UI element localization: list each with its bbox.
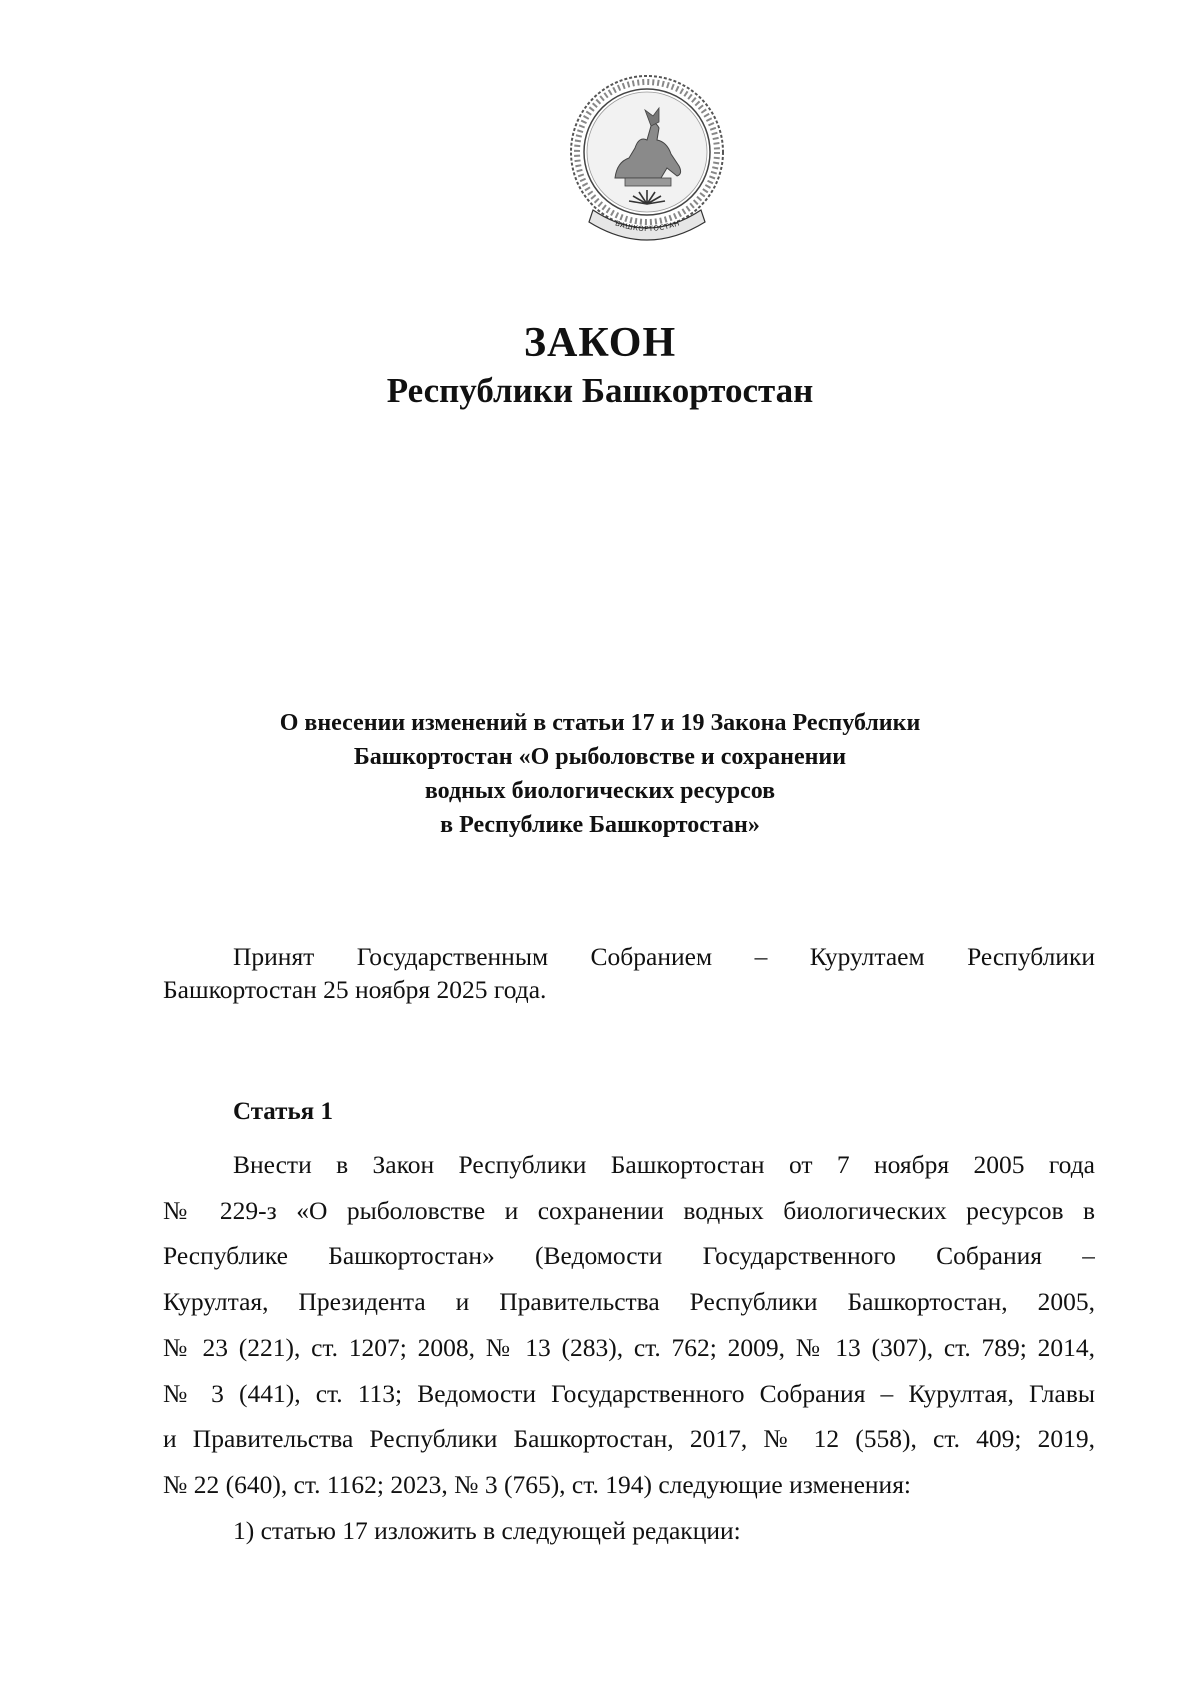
article-heading: Статья 1 bbox=[233, 1098, 333, 1125]
article-item-1: 1) статью 17 изложить в следующей редакции: bbox=[233, 1515, 741, 1545]
article-line-last: № 22 (640), ст. 1162; 2023, № 3 (765), ст. 194) следующие изменения: bbox=[163, 1469, 912, 1499]
adoption-statement bbox=[163, 940, 1095, 1006]
article-line: Республике Башкортостан» (Ведомости Государственного Собрания – bbox=[163, 1241, 1095, 1271]
adoption-line-1 bbox=[163, 940, 1095, 973]
emblem-ribbon-text: БАШКОРТОСТАН bbox=[614, 219, 681, 234]
law-name-line: О внесении изменений в статьи 17 и 19 Закона Республики bbox=[279, 710, 921, 736]
adoption-word: Курултаем bbox=[809, 942, 925, 971]
article-body bbox=[163, 1142, 1095, 1553]
adoption-word: Собранием bbox=[590, 942, 713, 971]
adoption-word: Государственным bbox=[356, 942, 549, 971]
article-line: и Правительства Республики Башкортостан, 2017, № 12 (558), ст. 409; 2019, bbox=[163, 1424, 1095, 1454]
law-name bbox=[0, 706, 1200, 842]
coat-of-arms-emblem bbox=[555, 70, 740, 255]
article-line: Курултая, Президента и Правительства Республики Башкортостан, 2005, bbox=[163, 1287, 1095, 1317]
adoption-word: – bbox=[754, 942, 768, 971]
article-line: Внести в Закон Республики Башкортостан от 7 ноября 2005 года bbox=[233, 1150, 1095, 1179]
article-line: № 229-з «О рыболовстве и сохранении водных биологических ресурсов в bbox=[163, 1195, 1095, 1225]
adoption-word: Принят bbox=[233, 942, 315, 971]
adoption-line-2: Башкортостан 25 ноября 2025 года. bbox=[163, 975, 547, 1004]
document-title: ЗАКОН bbox=[523, 320, 677, 366]
article-line: № 3 (441), ст. 113; Ведомости Государственного Собрания – Курултая, Главы bbox=[163, 1378, 1095, 1408]
law-name-line: в Республике Башкортостан» bbox=[440, 812, 760, 838]
article-line: № 23 (221), ст. 1207; 2008, № 13 (283), ст. 762; 2009, № 13 (307), ст. 789; 2014, bbox=[163, 1332, 1095, 1362]
law-name-line: водных биологических ресурсов bbox=[424, 778, 776, 804]
document-subtitle: Республики Башкортостан bbox=[386, 371, 814, 410]
law-name-line: Башкортостан «О рыболовстве и сохранении bbox=[353, 744, 847, 770]
adoption-word: Республики bbox=[967, 942, 1095, 971]
